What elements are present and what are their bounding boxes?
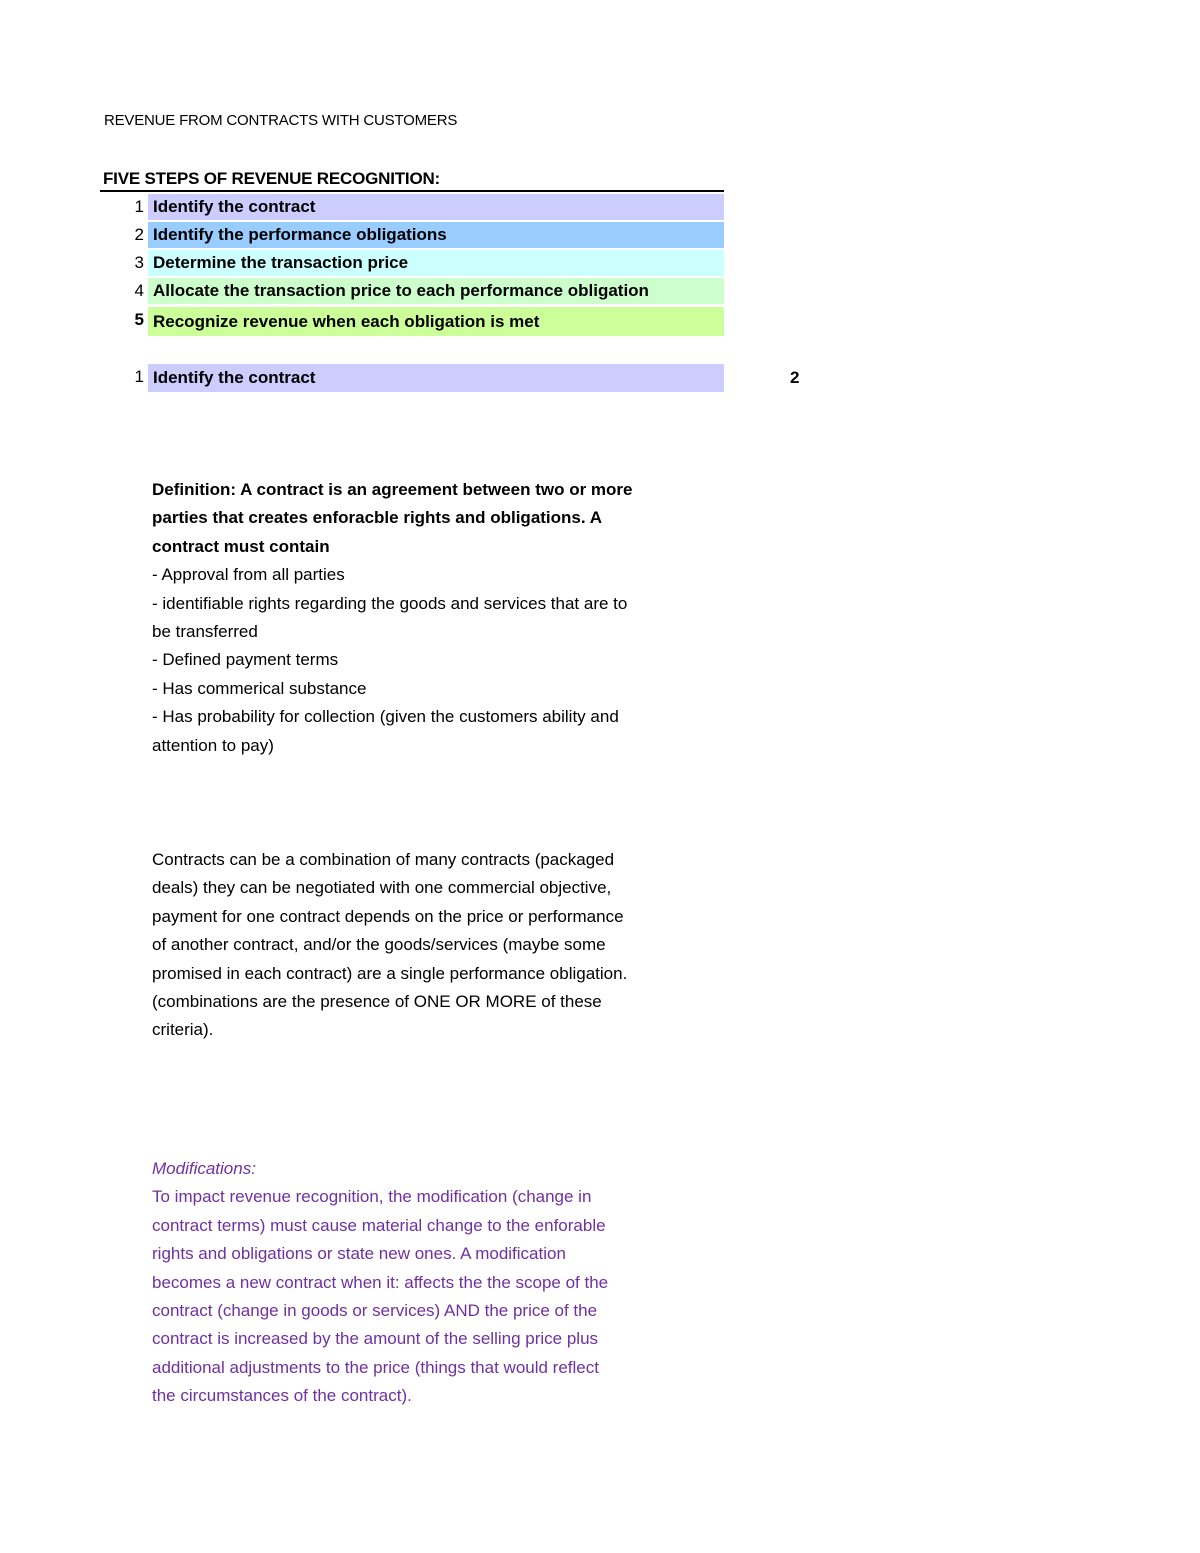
modifications-line: rights and obligations or state new ones. A modification — [152, 1244, 566, 1264]
step-row-4 — [100, 277, 724, 305]
step-label: Identify the contract — [148, 194, 724, 220]
combination-line: criteria). — [152, 1020, 214, 1040]
step-number: 5 — [134, 310, 144, 329]
modifications-line: contract is increased by the amount of the selling price plus — [152, 1329, 599, 1349]
definition-line: parties that creates enforacble rights and obligations. A — [152, 508, 602, 528]
definition-item: - Defined payment terms — [152, 650, 339, 670]
definition-item: - Has commerical substance — [152, 678, 367, 698]
step-row-2 — [100, 221, 724, 249]
modifications-line: contract (change in goods or services) AND the price of the — [152, 1301, 598, 1321]
definition-line: Definition: A contract is an agreement between two or more — [152, 480, 633, 499]
step-number: 1 — [134, 197, 144, 216]
step-number: 4 — [134, 281, 144, 300]
modifications-line: becomes a new contract when it: affects the the scope of the — [152, 1272, 609, 1292]
definition-item: - Has probability for collection (given the customers ability and — [152, 707, 619, 727]
combination-line: (combinations are the presence of ONE OR MORE of these — [152, 992, 602, 1012]
combination-line: deals) they can be negotiated with one commercial objective, — [152, 878, 612, 898]
combination-line: of another contract, and/or the goods/services (maybe some — [152, 935, 606, 955]
definition-line: contract must contain — [152, 536, 330, 556]
step-row-3 — [100, 249, 724, 277]
step-row-5 — [100, 306, 724, 336]
step-label: Recognize revenue when each obligation is met — [148, 307, 724, 336]
steps-heading: FIVE STEPS OF REVENUE RECOGNITION: — [103, 169, 441, 188]
document-title: REVENUE FROM CONTRACTS WITH CUSTOMERS — [104, 112, 458, 129]
modifications-line: To impact revenue recognition, the modification (change in — [152, 1187, 592, 1207]
step-row-1 — [100, 193, 724, 221]
step-number: 2 — [134, 225, 144, 244]
modifications-heading: Modifications: — [152, 1159, 256, 1178]
section-label: Identify the contract — [148, 364, 724, 392]
section-side-value: 2 — [790, 368, 800, 387]
modifications-block — [152, 1155, 732, 1411]
definition-item: - Approval from all parties — [152, 565, 345, 585]
heading-underline — [100, 190, 724, 192]
step-label: Allocate the transaction price to each performance obligation — [148, 278, 724, 304]
definition-item: be transferred — [152, 622, 258, 642]
modifications-line: the circumstances of the contract). — [152, 1386, 412, 1406]
combination-line: Contracts can be a combination of many contracts (packaged — [152, 850, 615, 869]
combination-block — [152, 846, 732, 1045]
section-header-row — [100, 363, 724, 391]
modifications-line: additional adjustments to the price (things that would reflect — [152, 1357, 599, 1377]
definition-item: - identifiable rights regarding the goods and services that are to — [152, 593, 628, 613]
combination-line: payment for one contract depends on the price or performance — [152, 906, 624, 926]
step-label: Determine the transaction price — [148, 250, 724, 276]
step-label: Identify the performance obligations — [148, 222, 724, 248]
section-number: 1 — [134, 367, 144, 386]
definition-block — [152, 476, 732, 760]
definition-item: attention to pay) — [152, 735, 274, 755]
modifications-line: contract terms) must cause material change to the enforable — [152, 1215, 606, 1235]
combination-line: promised in each contract) are a single performance obligation. — [152, 963, 628, 983]
step-number: 3 — [134, 253, 144, 272]
